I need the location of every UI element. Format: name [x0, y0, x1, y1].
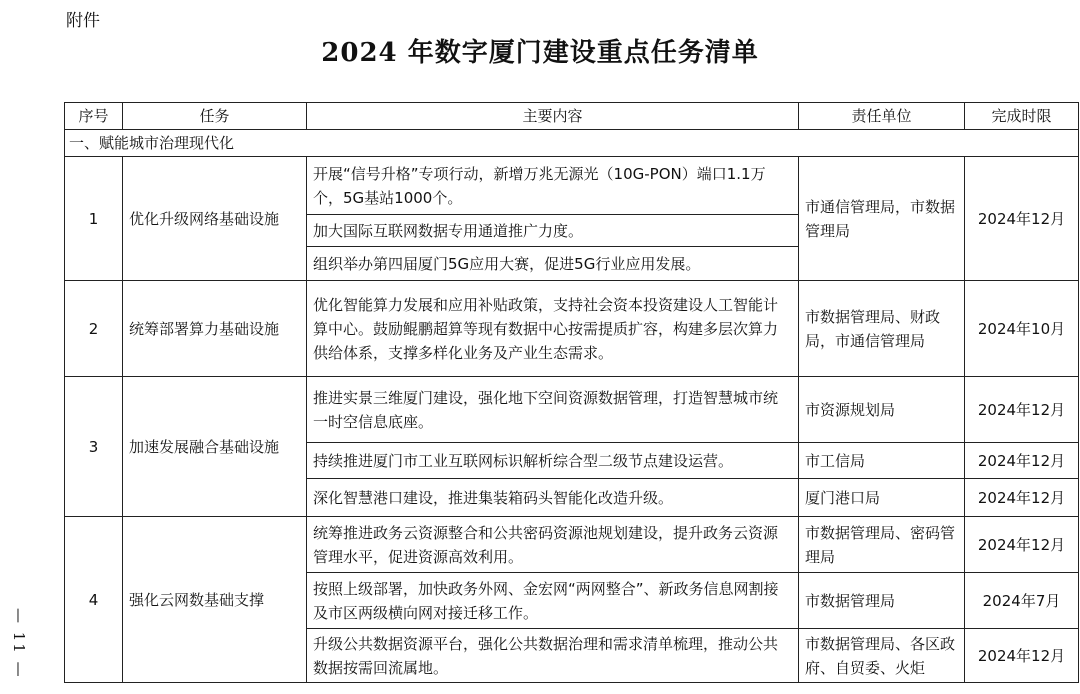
- page-number: — 11 —: [10, 608, 28, 679]
- row-seq: 1: [65, 157, 123, 281]
- row-seq: 3: [65, 377, 123, 517]
- section-title: 一、赋能城市治理现代化: [65, 130, 1079, 157]
- row-deadline: 2024年12月: [965, 479, 1079, 517]
- column-header-task: 任务: [123, 103, 307, 130]
- row-content: 加大国际互联网数据专用通道推广力度。: [307, 215, 799, 247]
- table-row: [65, 157, 1079, 215]
- column-header-seq: 序号: [65, 103, 123, 130]
- row-deadline: 2024年12月: [965, 443, 1079, 479]
- row-seq: 2: [65, 281, 123, 377]
- column-header-deadline: 完成时限: [965, 103, 1079, 130]
- table-row: [65, 517, 1079, 573]
- row-content: 统筹推进政务云资源整合和公共密码资源池规划建设，提升政务云资源管理水平，促进资源高效利用。: [307, 517, 799, 573]
- row-dept: 市数据管理局、各区政府、自贸委、火炬: [799, 629, 965, 683]
- section-row: [65, 130, 1079, 157]
- row-task: 优化升级网络基础设施: [123, 157, 307, 281]
- row-dept: 市数据管理局、密码管理局: [799, 517, 965, 573]
- row-dept: 市通信管理局，市数据管理局: [799, 157, 965, 281]
- column-header-dept: 责任单位: [799, 103, 965, 130]
- page-title: 2024 年数字厦门建设重点任务清单: [321, 38, 759, 68]
- row-dept: 市资源规划局: [799, 377, 965, 443]
- row-deadline: 2024年12月: [965, 517, 1079, 573]
- table-header-row: [65, 103, 1079, 130]
- row-task: 加速发展融合基础设施: [123, 377, 307, 517]
- row-seq: 4: [65, 517, 123, 683]
- row-dept: 厦门港口局: [799, 479, 965, 517]
- row-content: 深化智慧港口建设，推进集装箱码头智能化改造升级。: [307, 479, 799, 517]
- column-header-content: 主要内容: [307, 103, 799, 130]
- row-deadline: 2024年12月: [965, 377, 1079, 443]
- task-table: [64, 102, 1079, 683]
- row-dept: 市数据管理局: [799, 573, 965, 629]
- row-content: 开展“信号升格”专项行动，新增万兆无源光（10G-PON）端口1.1万个，5G基站1000个。: [307, 157, 799, 215]
- row-dept: 市工信局: [799, 443, 965, 479]
- row-content: 升级公共数据资源平台，强化公共数据治理和需求清单梳理，推动公共数据按需回流属地。: [307, 629, 799, 683]
- table-row: [65, 377, 1079, 443]
- row-content: 持续推进厦门市工业互联网标识解析综合型二级节点建设运营。: [307, 443, 799, 479]
- row-deadline: 2024年10月: [965, 281, 1079, 377]
- row-content: 组织举办第四届厦门5G应用大赛，促进5G行业应用发展。: [307, 247, 799, 281]
- row-deadline: 2024年12月: [965, 157, 1079, 281]
- attachment-label: 附件: [66, 11, 100, 31]
- row-task: 强化云网数基础支撑: [123, 517, 307, 683]
- row-dept: 市数据管理局、财政局，市通信管理局: [799, 281, 965, 377]
- row-task: 统筹部署算力基础设施: [123, 281, 307, 377]
- row-deadline: 2024年7月: [965, 573, 1079, 629]
- table-row: [65, 281, 1079, 377]
- row-deadline: 2024年12月: [965, 629, 1079, 683]
- row-content: 推进实景三维厦门建设，强化地下空间资源数据管理，打造智慧城市统一时空信息底座。: [307, 377, 799, 443]
- row-content: 优化智能算力发展和应用补贴政策，支持社会资本投资建设人工智能计算中心。鼓励鲲鹏超算等现有数据中心按需提质扩容，构建多层次算力供给体系，支撑多样化业务及产业生态需求。: [307, 281, 799, 377]
- row-content: 按照上级部署，加快政务外网、金宏网“两网整合”、新政务信息网割接及市区两级横向网对接迁移工作。: [307, 573, 799, 629]
